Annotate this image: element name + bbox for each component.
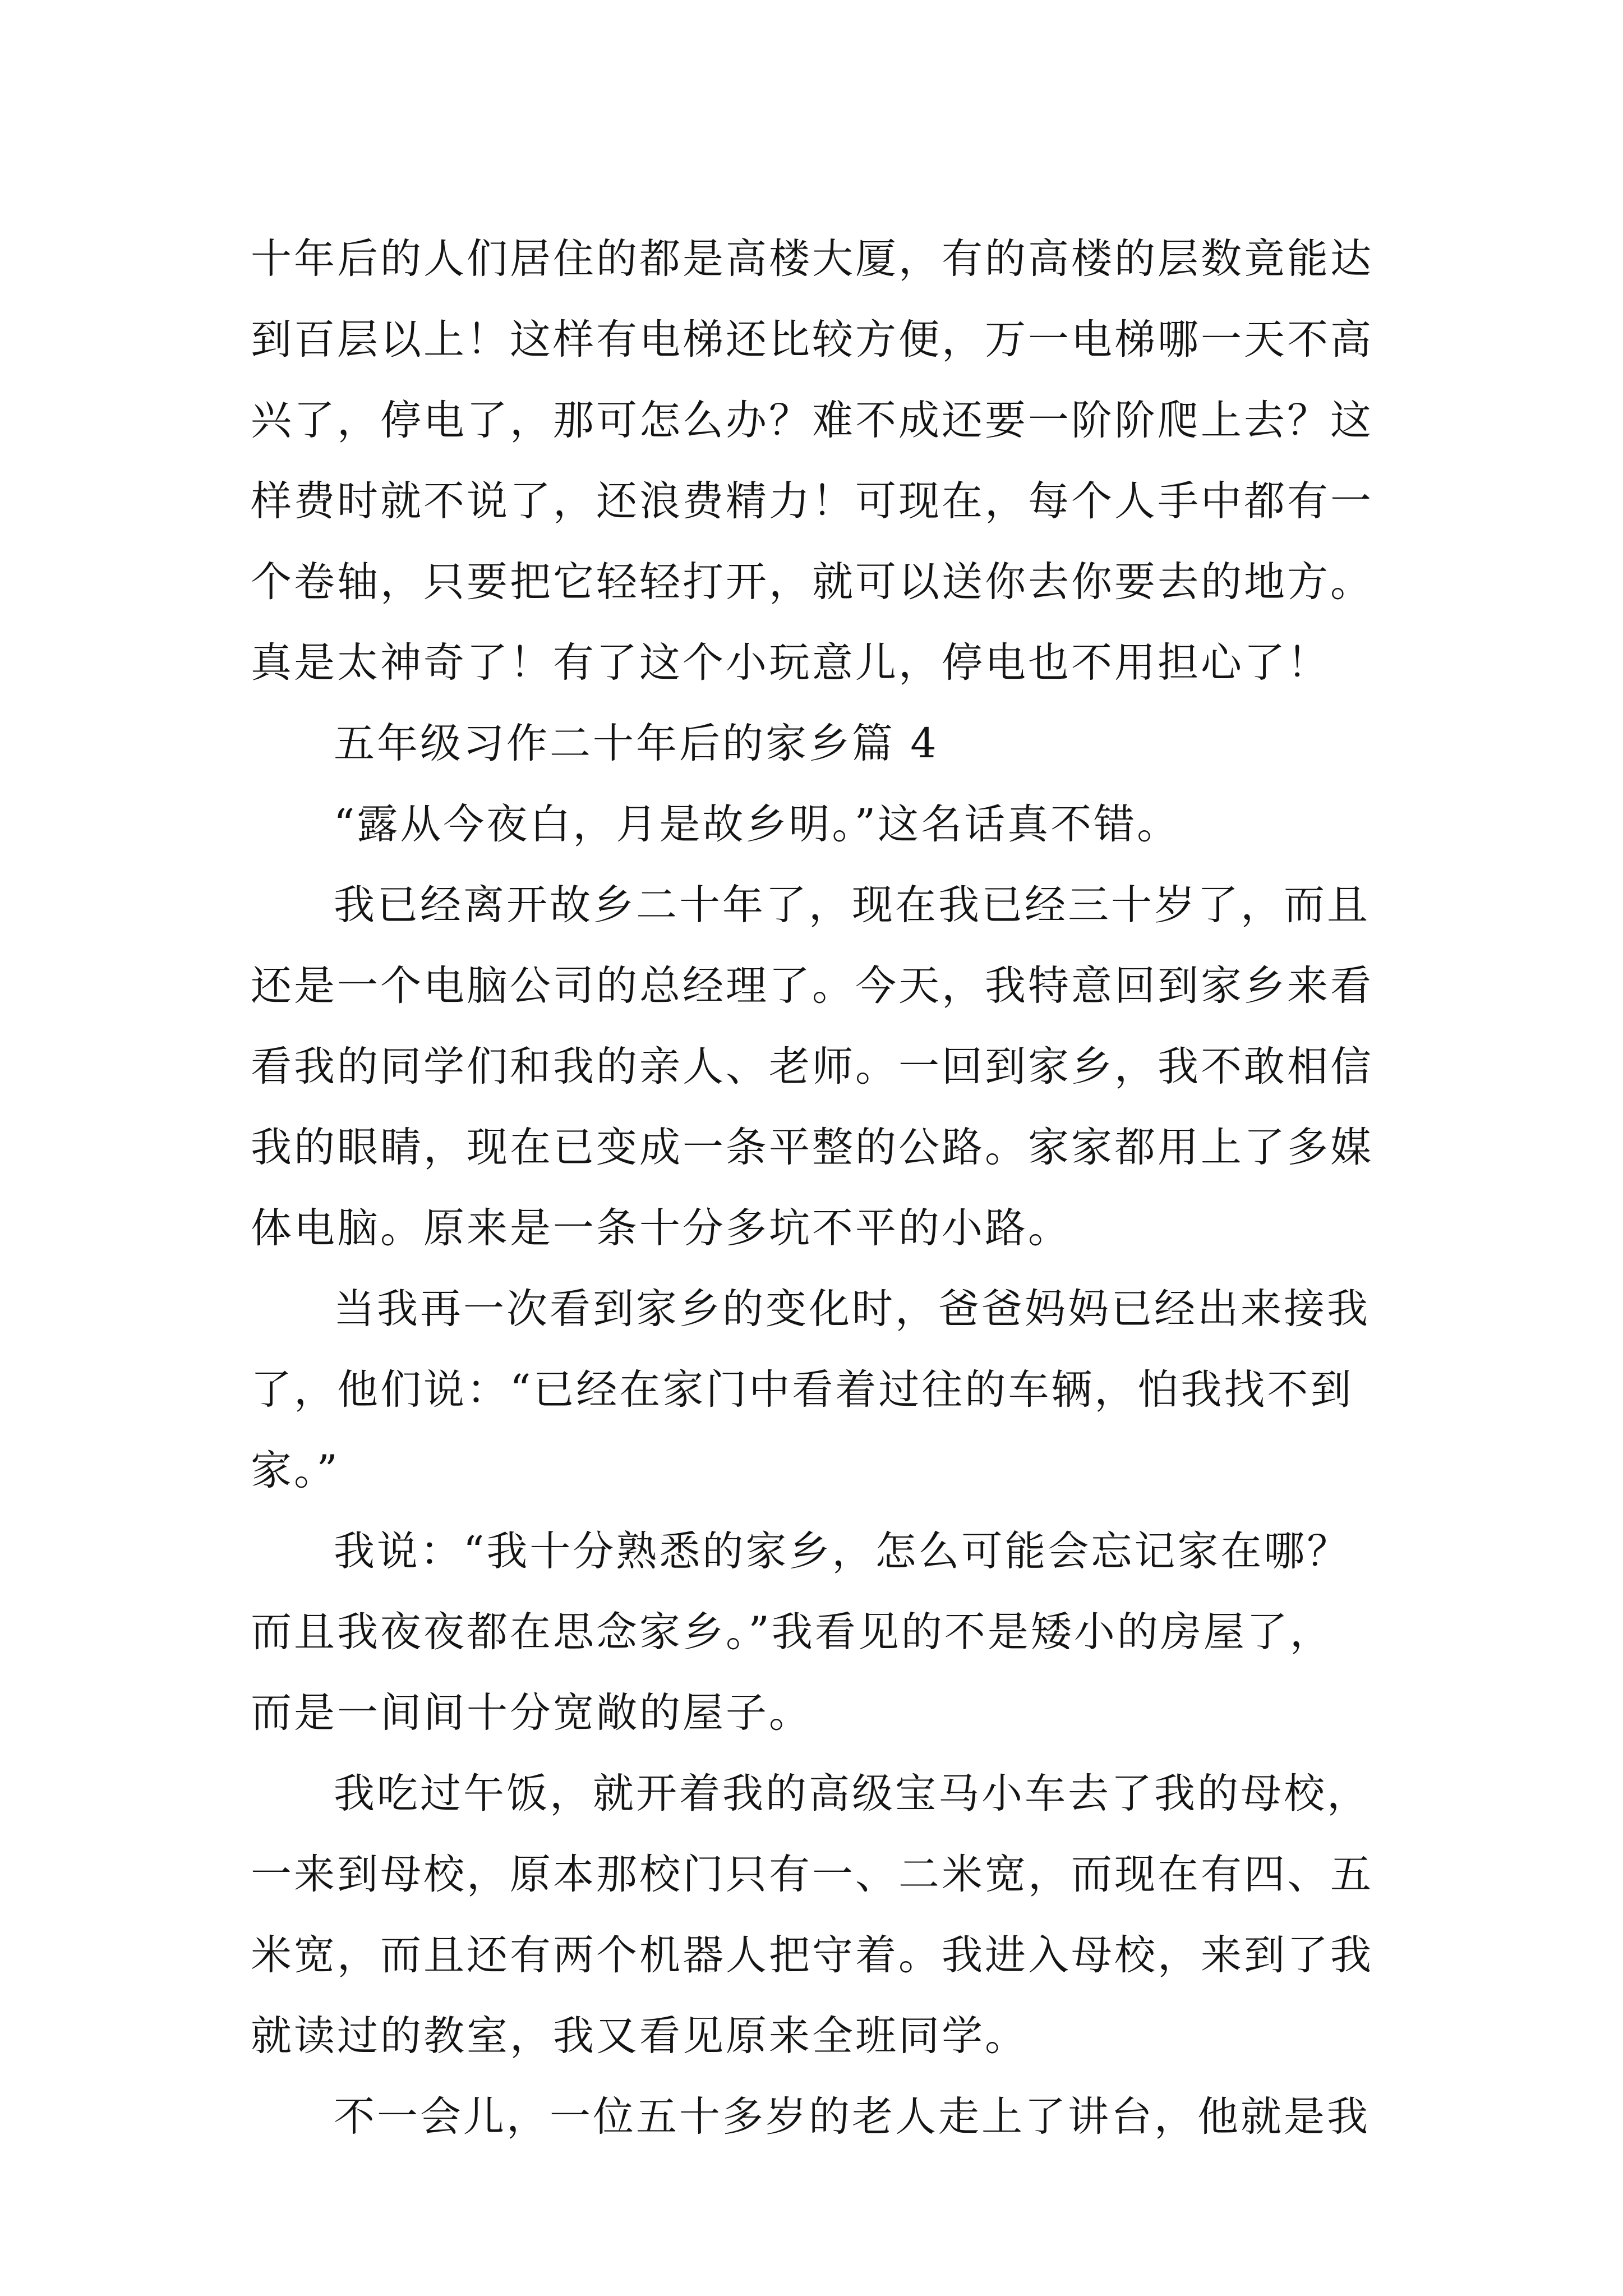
text-line: 看我的同学们和我的亲人、老师。一回到家乡，我不敢相信 — [251, 1043, 1373, 1091]
text-line: 我的眼睛，现在已变成一条平整的公路。家家都用上了多媒 — [251, 1124, 1373, 1171]
text-line: 个卷轴，只要把它轻轻打开，就可以送你去你要去的地方。 — [251, 558, 1373, 606]
text-line: 真是太神奇了！有了这个小玩意儿，停电也不用担心了！ — [251, 639, 1330, 687]
text-line: 不一会儿，一位五十多岁的老人走上了讲台，他就是我 — [334, 2093, 1370, 2141]
text-line: 当我再一次看到家乡的变化时，爸爸妈妈已经出来接我 — [334, 1285, 1370, 1333]
text-line: 兴了，停电了，那可怎么办？难不成还要一阶阶爬上去？这 — [251, 397, 1373, 444]
section-heading: 五年级习作二十年后的家乡篇 4 — [334, 720, 939, 767]
text-line: 一来到母校，原本那校门只有一、二米宽，而现在有四、五 — [251, 1851, 1373, 1898]
text-line: 我已经离开故乡二十年了，现在我已经三十岁了，而且 — [334, 881, 1370, 929]
document-body — [251, 219, 1384, 2157]
text-line: 到百层以上！这样有电梯还比较方便，万一电梯哪一天不高 — [251, 316, 1373, 364]
text-line: 而且我夜夜都在思念家乡。”我看见的不是矮小的房屋了， — [251, 1608, 1333, 1656]
text-line: 我吃过午饭，就开着我的高级宝马小车去了我的母校， — [334, 1770, 1370, 1818]
text-line: 我说：“我十分熟悉的家乡，怎么可能会忘记家在哪？ — [334, 1527, 1350, 1575]
text-line: 体电脑。原来是一条十分多坑不平的小路。 — [251, 1204, 1071, 1252]
text-line: 还是一个电脑公司的总经理了。今天，我特意回到家乡来看 — [251, 962, 1373, 1010]
text-line: 而是一间间十分宽敞的屋子。 — [251, 1689, 812, 1737]
text-line: 了，他们说：“已经在家门中看着过往的车辆，怕我找不到 — [251, 1366, 1354, 1414]
text-line: “露从今夜白，月是故乡明。”这名话真不错。 — [334, 800, 1181, 848]
text-line: 样费时就不说了，还浪费精力！可现在，每个人手中都有一 — [251, 477, 1373, 525]
text-line: 米宽，而且还有两个机器人把守着。我进入母校，来到了我 — [251, 1931, 1373, 1979]
text-line: 就读过的教室，我又看见原来全班同学。 — [251, 2012, 1028, 2060]
text-line: 十年后的人们居住的都是高楼大厦，有的高楼的层数竟能达 — [251, 235, 1373, 283]
text-line: 家。” — [251, 1447, 340, 1494]
